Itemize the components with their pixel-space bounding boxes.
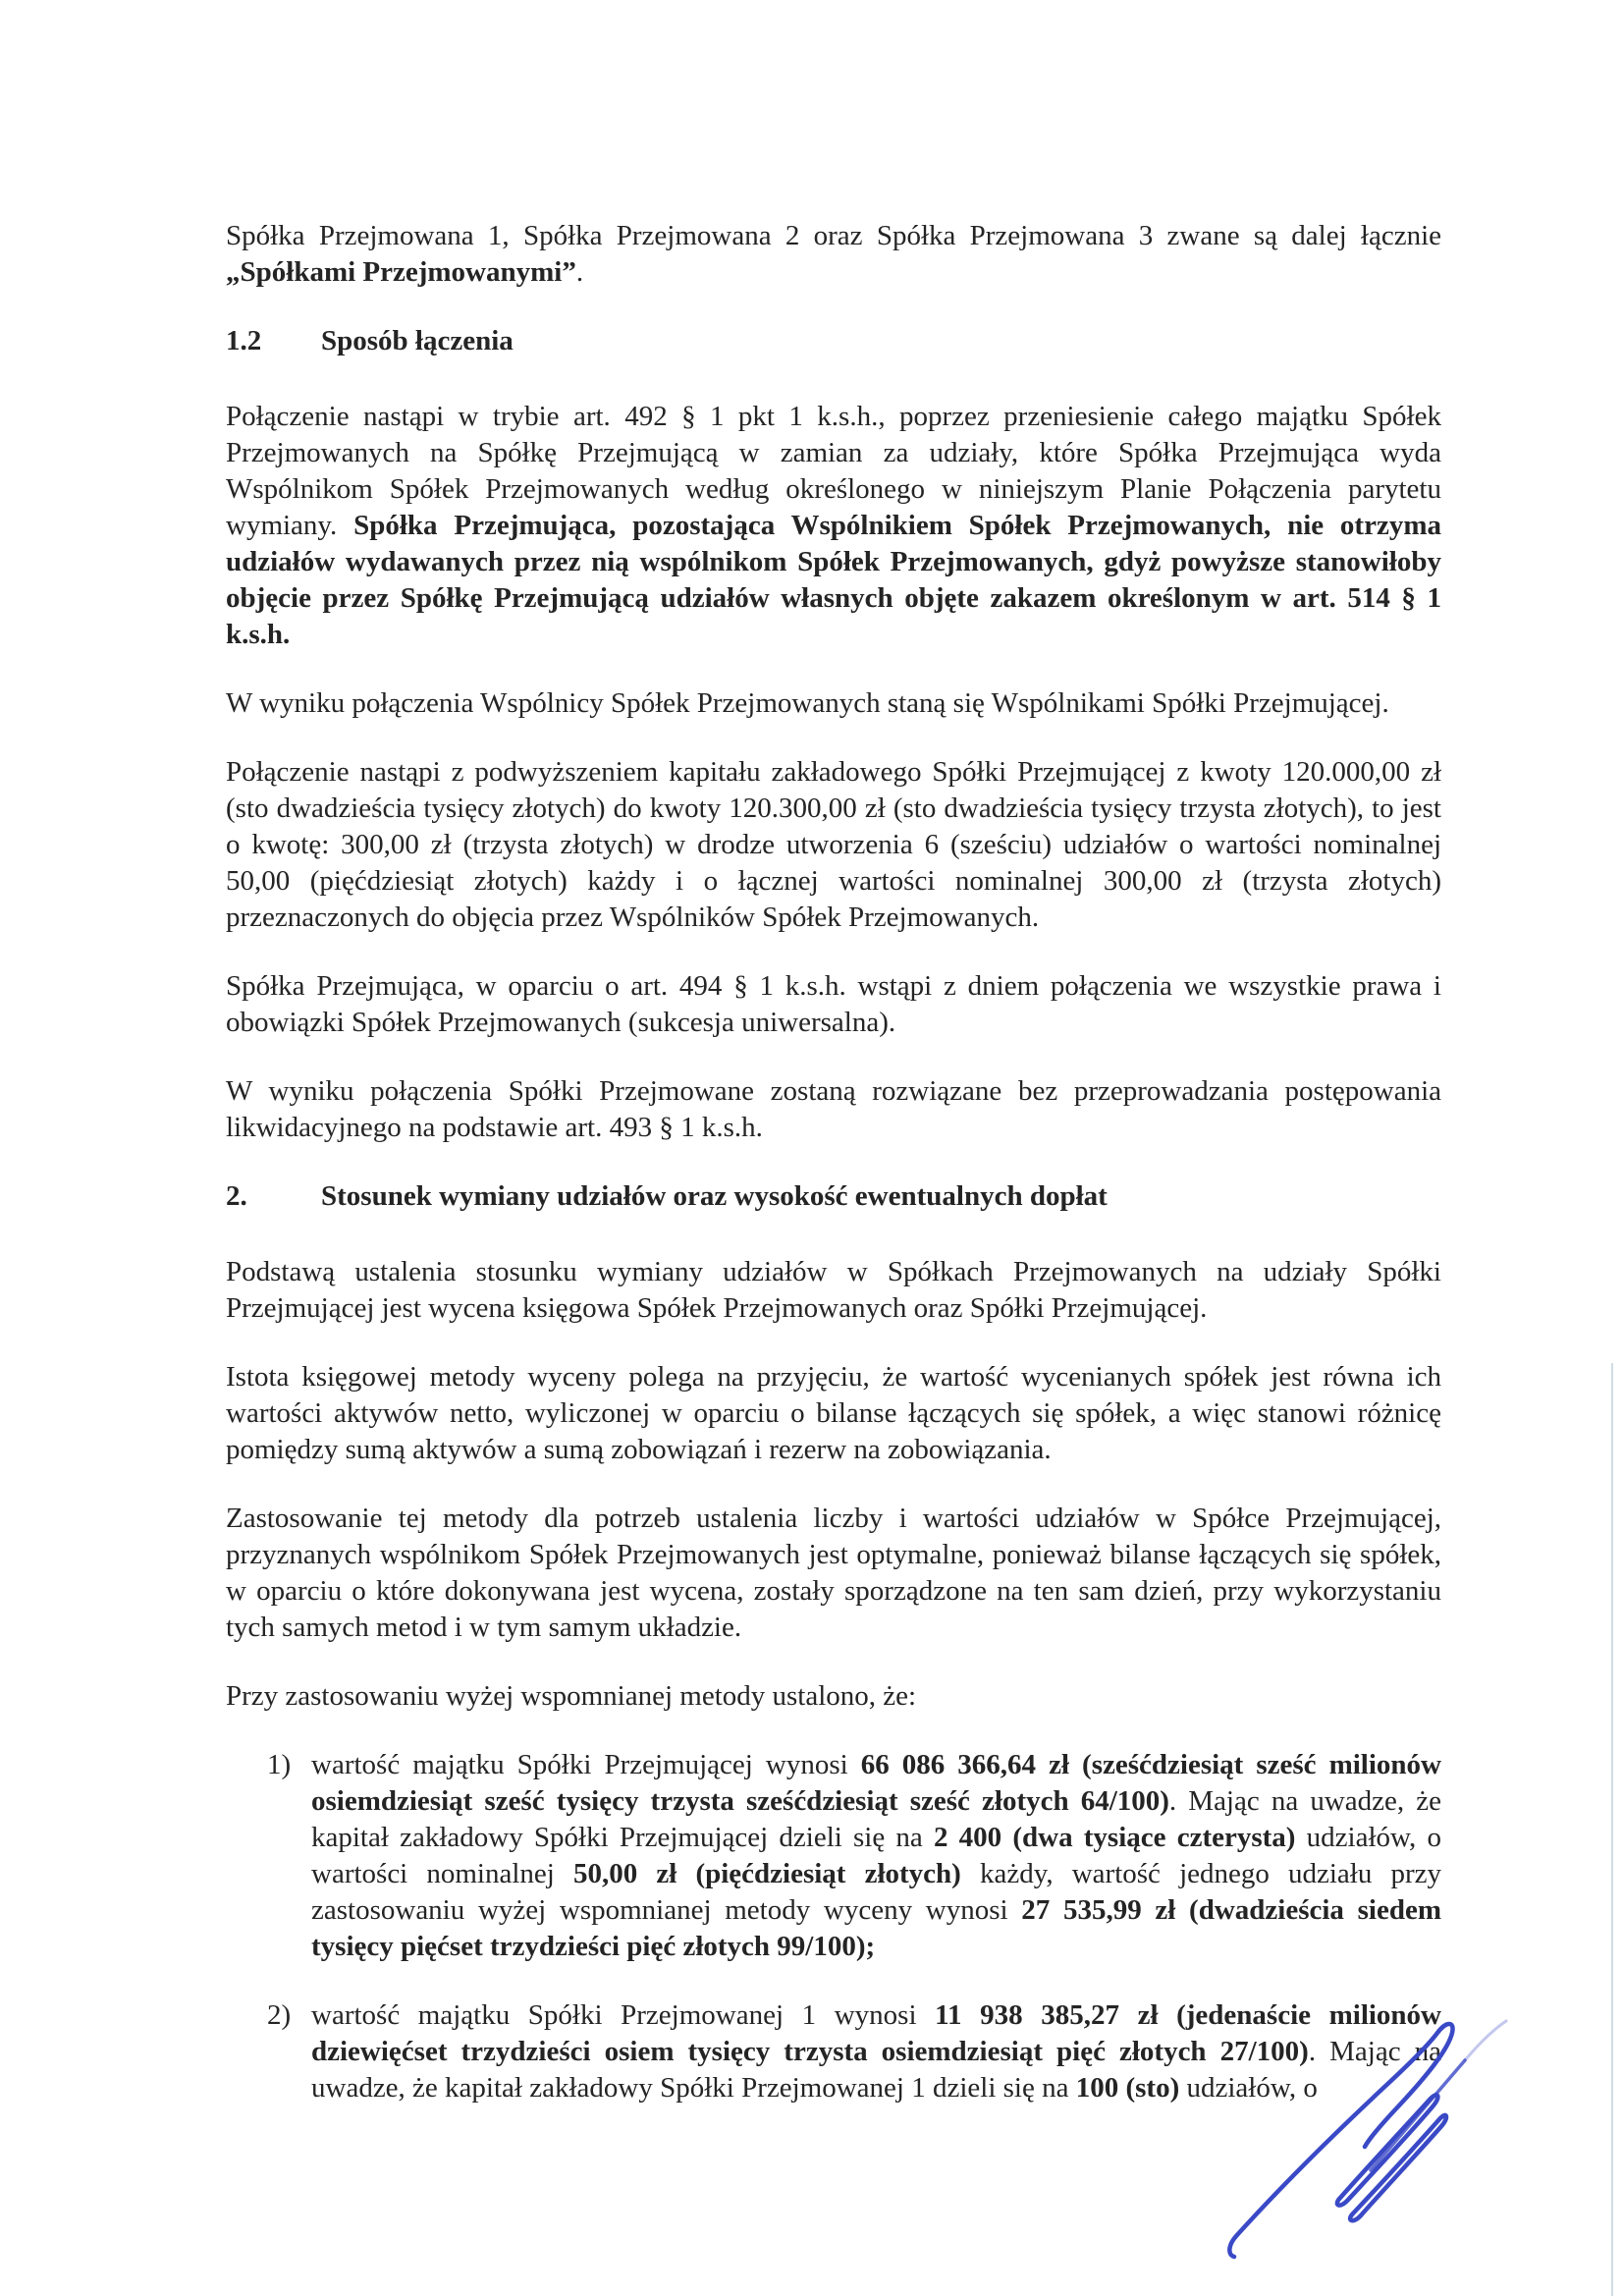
succession-paragraph: Spółka Przejmująca, w oparciu o art. 494 § 1 k.s.h. wstąpi z dniem połączenia we wszystkie prawa i obowiązki Spółek Przejmowanych (sukcesja uniwersalna).	[226, 970, 1441, 1038]
text-run-bold: 100 (sto)	[1075, 2072, 1180, 2104]
section-title: Sposób łączenia	[321, 325, 514, 356]
list-item-text	[311, 1747, 1441, 1965]
list-item-number: 1)	[267, 1749, 292, 1780]
partners-result-paragraph: W wyniku połączenia Wspólnicy Spółek Przejmowanych staną się Wspólnikami Spółki Przejmującej.	[226, 687, 1389, 719]
list-item-text	[311, 1997, 1441, 2106]
section-number: 2.	[226, 1180, 247, 1212]
valuation-basis-paragraph: Podstawą ustalenia stosunku wymiany udziałów w Spółkach Przejmowanych na udziały Spółki Przejmującej jest wycena księgowa Spółek Przejmowanych oraz Spółki Przejmującej.	[226, 1256, 1441, 1324]
text-run: udziałów, o wartości nominalnej	[311, 1822, 1441, 1889]
text-run-bold: 11 938 385,27 zł (jedenaście milionów dziewięćset trzydzieści osiem tysięcy trzysta osiemdziesiąt pięć złotych 27/100)	[311, 1999, 1442, 2067]
page-edge-shadow	[1611, 1363, 1613, 2296]
list-item-2	[226, 1997, 1441, 2106]
text-run: .	[575, 256, 584, 288]
merger-mode-paragraph	[226, 399, 1441, 653]
text-run-bold: 66 086 366,64 zł (sześćdziesiąt sześć milionów osiemdziesiąt sześć tysięcy trzysta sześćdziesiąt sześć złotych 64/100)	[311, 1749, 1441, 1817]
text-run: . Mając na uwadze, że kapitał zakładowy Spółki Przejmującej dzieli się na	[311, 1785, 1441, 1853]
section-number: 1.2	[226, 325, 262, 356]
method-essence-paragraph: Istota księgowej metody wyceny polega na przyjęciu, że wartość wycenianych spółek jest równa ich wartości aktywów netto, wyliczonej w oparciu o bilanse łączących się spółek, a więc stanowi różnicę pomiędzy sumą aktywów a sumą zobowiązań i rezerw na zobowiązania.	[226, 1361, 1441, 1465]
text-run: każdy, wartość jednego udziału przy zastosowaniu wyżej wspomnianej metody wyceny wynosi	[311, 1858, 1442, 1926]
dissolution-paragraph: W wyniku połączenia Spółki Przejmowane zostaną rozwiązane bez przeprowadzania postępowania likwidacyjnego na podstawie art. 493 § 1 k.s.h.	[226, 1075, 1441, 1143]
text-run: . Mając na uwadze, że kapitał zakładowy Spółki Przejmowanej 1 dzieli się na	[311, 2036, 1441, 2104]
text-run-bold: 2 400 (dwa tysiące czterysta)	[933, 1822, 1296, 1853]
list-item-1	[226, 1747, 1441, 1965]
signature-stroke-diagonal-fade	[1465, 2021, 1506, 2060]
text-run: Spółka Przejmowana 1, Spółka Przejmowana 2 oraz Spółka Przejmowana 3 zwane są dalej łącznie	[226, 220, 1441, 251]
section-2-heading	[226, 1178, 1441, 1215]
text-run-bold: 27 535,99 zł (dwadzieścia siedem tysięcy pięćset trzydzieści pięć złotych 99/100);	[311, 1894, 1441, 1962]
lead-in-paragraph: Przy zastosowaniu wyżej wspomnianej metody ustalono, że:	[226, 1680, 917, 1712]
section-1-2-heading	[226, 323, 1441, 359]
capital-increase-paragraph: Połączenie nastąpi z podwyższeniem kapitału zakładowego Spółki Przejmującej z kwoty 120.000,00 zł (sto dwadzieścia tysięcy złotych) do kwoty 120.300,00 zł (sto dwadzieścia tysięcy trzysta złotych), to jest o kwotę: 300,00 zł (trzysta złotych) w drodze utworzenia 6 (sześciu) udziałów o wartości nominalnej 50,00 (pięćdziesiąt złotych) każdy i o łącznej wartości nominalnej 300,00 zł (trzysta złotych) przeznaczonych do objęcia przez Wspólników Spółek Przejmowanych.	[226, 756, 1441, 933]
list-item-number: 2)	[267, 1999, 292, 2031]
method-application-paragraph: Zastosowanie tej metody dla potrzeb ustalenia liczby i wartości udziałów w Spółce Przejmującej, przyznanych wspólnikom Spółek Przejmowanych jest optymalne, ponieważ bilanse łączących się spółek, w oparciu o które dokonywana jest wycena, zostały sporządzone na ten sam dzień, przy wykorzystaniu tych samych metod i w tym samym układzie.	[226, 1503, 1441, 1643]
text-run: wartość majątku Spółki Przejmującej wynosi	[311, 1749, 861, 1780]
document-content	[226, 218, 1441, 2139]
text-run-bold: Spółka Przejmująca, pozostająca Wspólnikiem Spółek Przejmowanych, nie otrzyma udziałów wydawanych przez nią wspólnikom Spółek Przejmowanych, gdyż powyższe stanowiłoby objęcie przez Spółkę Przejmującą udziałów własnych objęte zakazem określonym w art. 514 § 1 k.s.h.	[226, 510, 1441, 650]
text-run-bold: 50,00 zł (pięćdziesiąt złotych)	[573, 1858, 961, 1889]
text-run: Połączenie nastąpi w trybie art. 492 § 1 pkt 1 k.s.h., poprzez przeniesienie całego majątku Spółek Przejmowanych na Spółkę Przejmującą w zamian za udziały, które Spółka Przejmująca wyda Wspólnikom Spółek Przejmowanych według określonego w niniejszym Planie Połączenia parytetu wymiany.	[226, 401, 1441, 541]
text-run: udziałów, o	[1179, 2072, 1318, 2104]
section-title: Stosunek wymiany udziałów oraz wysokość ewentualnych dopłat	[321, 1180, 1108, 1212]
text-run-bold: „Spółkami Przejmowanymi”	[226, 256, 576, 288]
intro-paragraph	[226, 218, 1441, 291]
text-run: wartość majątku Spółki Przejmowanej 1 wynosi	[311, 1999, 936, 2031]
